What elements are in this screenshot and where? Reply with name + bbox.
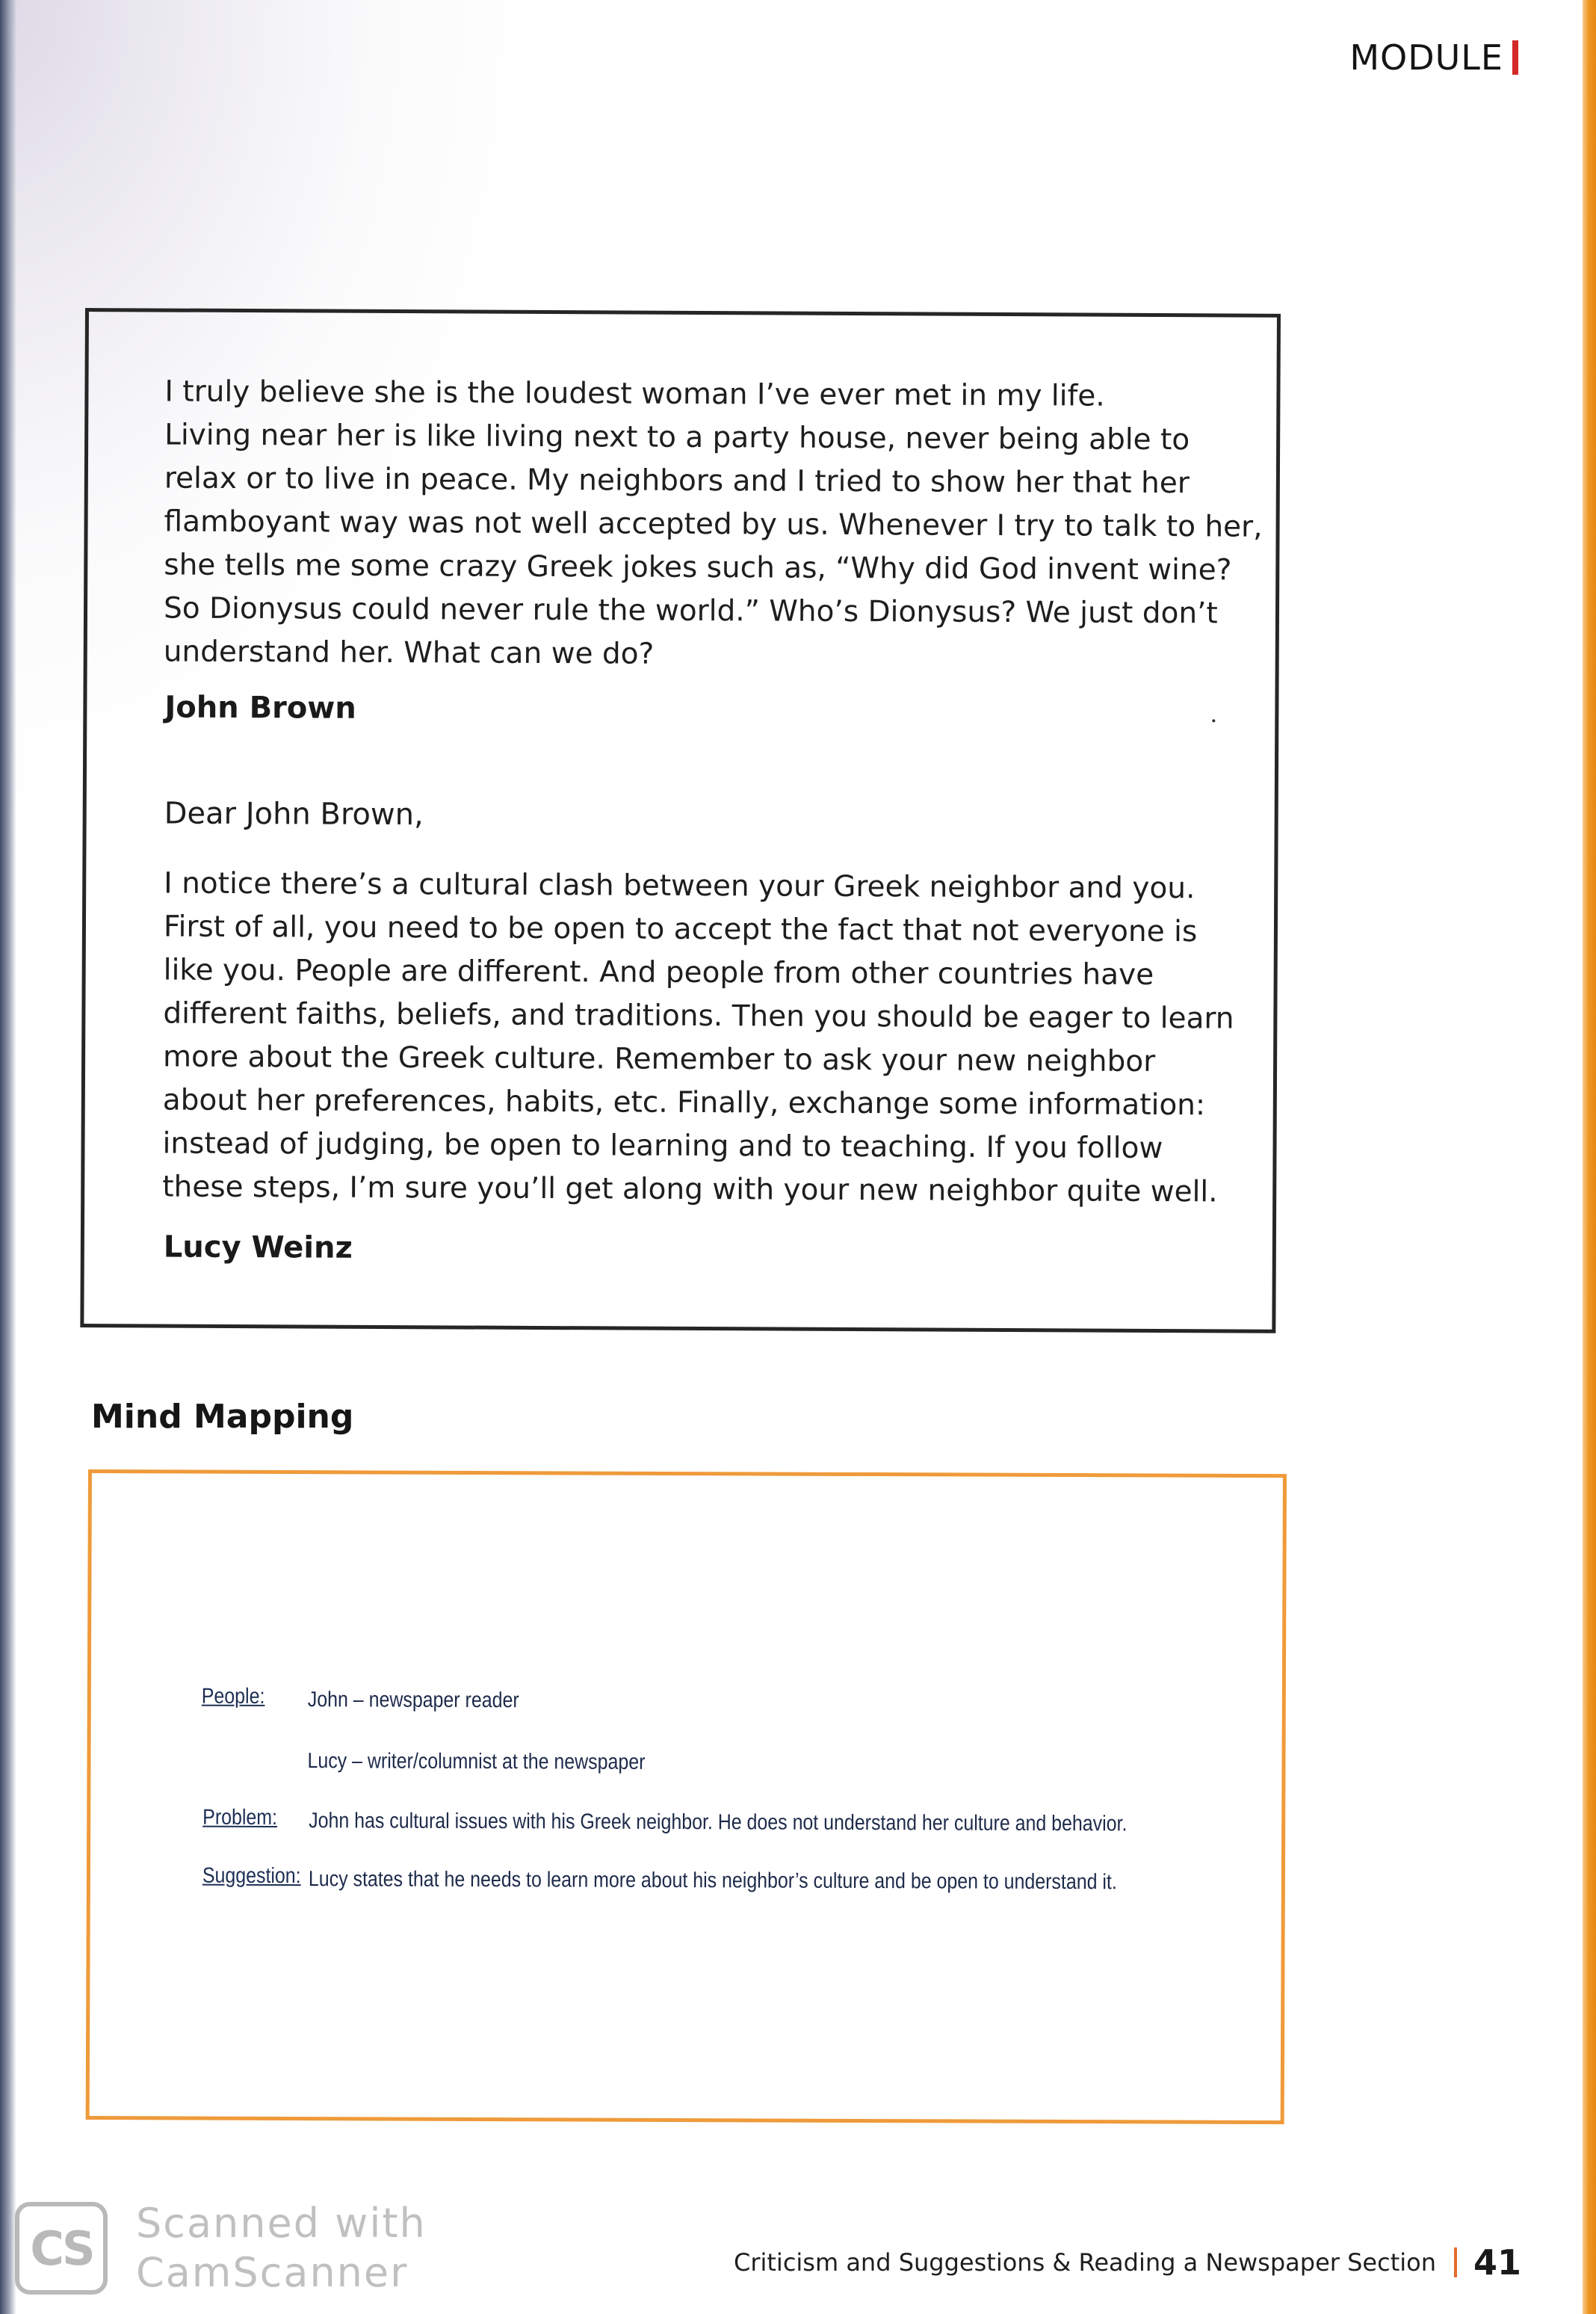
module-label: MODULE — [1349, 37, 1503, 78]
watermark-line: CamScanner — [136, 2249, 409, 2296]
complaint-line: I truly believe she is the loudest woman I’ve ever met in my life. — [164, 374, 1105, 413]
reply-line: different faiths, beliefs, and traditions. Then you should be eager to learn — [163, 996, 1234, 1036]
people-item: Lucy – writer/columnist at the newspaper — [307, 1749, 646, 1774]
reply-line: more about the Greek culture. Remember to ask your new neighbor — [162, 1040, 1156, 1079]
complaint-line: relax or to live in peace. My neighbors and I tried to show her that her — [164, 461, 1190, 501]
page-footer — [734, 2242, 1521, 2283]
stray-dot — [1212, 719, 1215, 722]
complaint-signature: John Brown — [164, 690, 356, 726]
page-number: 41 — [1473, 2242, 1521, 2283]
footer-separator — [1454, 2247, 1457, 2277]
reply-line: First of all, you need to be open to accept the fact that not everyone is — [163, 910, 1198, 949]
module-header — [1349, 37, 1518, 78]
problem-text: John has cultural issues with his Greek neighbor. He does not understand her culture and behavior. — [309, 1809, 1128, 1836]
module-accent-bar — [1512, 40, 1518, 75]
reply-signature: Lucy Weinz — [163, 1229, 353, 1265]
complaint-letter-body — [164, 371, 1264, 679]
complaint-line: Living near her is like living next to a party house, never being able to — [164, 418, 1190, 457]
footer-section-title: Criticism and Suggestions & Reading a Newspaper Section — [733, 2248, 1436, 2277]
camscanner-text — [136, 2199, 427, 2298]
problem-label: Problem: — [202, 1805, 278, 1830]
letter-box — [80, 308, 1281, 1333]
suggestion-text: Lucy states that he needs to learn more about his neighbor’s culture and be open to understand it. — [308, 1867, 1117, 1895]
people-label: People: — [201, 1684, 265, 1709]
reply-line: about her preferences, habits, etc. Finally, exchange some information: — [162, 1083, 1206, 1123]
people-item: John – newspaper reader — [307, 1688, 519, 1713]
complaint-line: So Dionysus could never rule the world.” Who’s Dionysus? We just don’t — [163, 591, 1218, 631]
page-orange-edge — [1583, 0, 1596, 2314]
complaint-line: she tells me some crazy Greek jokes such as, “Why did God invent wine? — [164, 548, 1232, 587]
reply-letter-body — [162, 863, 1234, 1215]
camscanner-watermark — [15, 2199, 427, 2298]
complaint-line: understand her. What can we do? — [163, 635, 655, 671]
camscanner-logo: CS — [15, 2202, 108, 2295]
page-left-shadow — [0, 0, 16, 2314]
mind-mapping-title: Mind Mapping — [91, 1398, 354, 1436]
complaint-line: flamboyant way was not well accepted by us. Whenever I try to talk to her, — [164, 505, 1263, 544]
reply-salutation: Dear John Brown, — [164, 796, 424, 833]
mind-mapping-box — [86, 1469, 1287, 2124]
reply-line: like you. People are different. And people from other countries have — [163, 953, 1154, 992]
reply-line: instead of judging, be open to learning and to teaching. If you follow — [162, 1126, 1163, 1166]
reply-line: these steps, I’m sure you’ll get along with your new neighbor quite well. — [162, 1170, 1218, 1209]
watermark-line: Scanned with — [136, 2200, 427, 2247]
suggestion-label: Suggestion: — [202, 1863, 301, 1889]
reply-line: I notice there’s a cultural clash between your Greek neighbor and you. — [164, 866, 1196, 906]
